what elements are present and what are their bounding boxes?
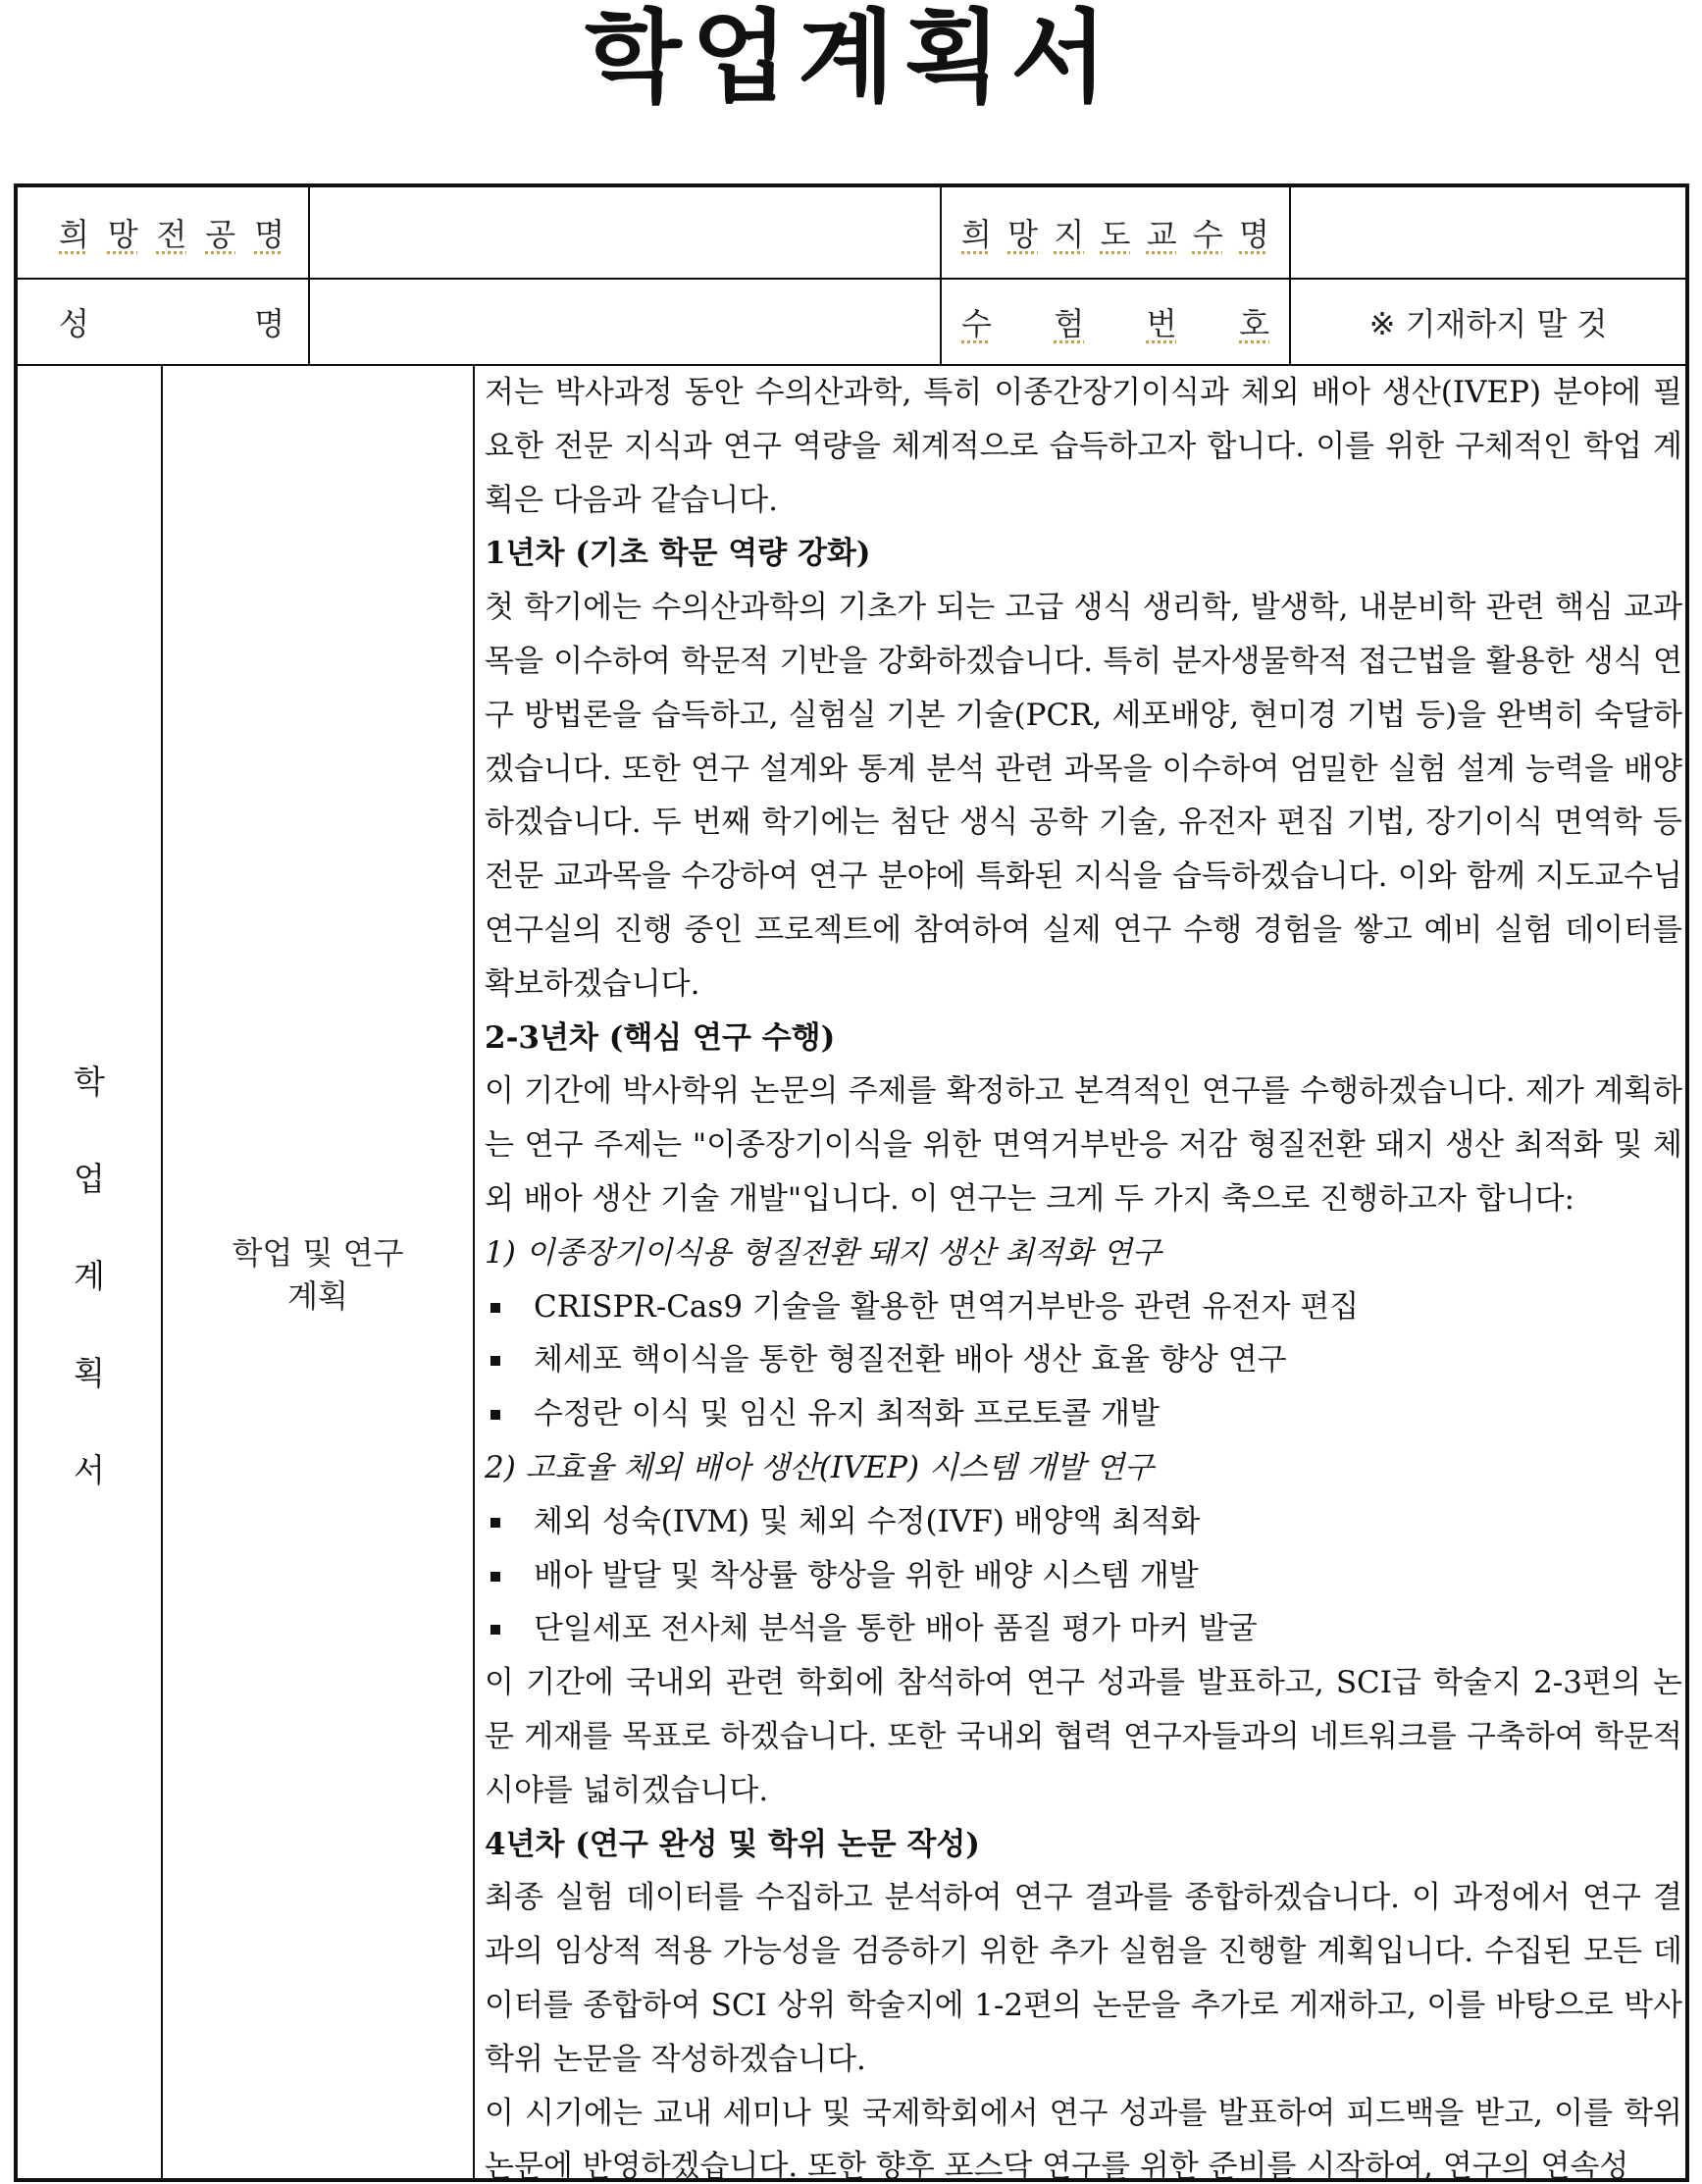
year4-paragraph-2: 이 시기에는 교내 세미나 및 국제학회에서 연구 성과를 발표하여 피드백을 받고, 이를 학위 논문에 반영하겠습니다. 또한 향후 포스닥 연구를 위한 준비를 시작하여, 연구의 연속성 [485,2095,1682,2182]
year4-paragraph: 최종 실험 데이터를 수집하고 분석하여 연구 결과를 종합하겠습니다. 이 과정에서 연구 결과의 임상적 적용 가능성을 검증하기 위한 추가 실험을 진행할 계획입니다. 수집된 모든 데이터를 종합하여 SCI 상위 학술지에 1-2편의 논문을 추가로 게재하고, 이를 바탕으로 박사학위 논문을 작성하겠습니다. [485,1880,1682,2077]
name-label: 성 명 [59,305,284,342]
year23-paragraph: 이 기간에 박사학위 논문의 주제를 확정하고 본격적인 연구를 수행하겠습니다. 제가 계획하는 연구 주제는 "이종장기이식을 위한 면역거부반응 저감 형질전환 돼지 생산 최적화 및 체외 배아 생산 기술 개발"입니다. 이 연구는 크게 두 가지 축으로 진행하고자 합니다: [485,1073,1682,1217]
list-item: 체세포 핵이식을 통한 형질전환 배아 생산 효율 향상 연구 [485,1333,1682,1387]
desired-major-field[interactable] [312,189,936,276]
desired-advisor-field[interactable] [1293,189,1683,276]
col-divider-middle [940,187,942,364]
year4-heading: 4년차 (연구 완성 및 학위 논문 작성) [485,1826,980,1862]
year1-heading: 1년차 (기초 학문 역량 강화) [485,536,871,572]
list-item: 체외 성숙(IVM) 및 체외 수정(IVF) 배양액 최적화 [485,1495,1682,1549]
year1-paragraph: 첫 학기에는 수의산과학의 기초가 되는 고급 생식 생리학, 발생학, 내분비학 관련 핵심 교과목을 이수하여 학문적 기반을 강화하겠습니다. 특히 분자생물학적 접근법을 활용한 생식 연구 방법론을 습득하고, 실험실 기본 기술(PCR, 세포배양, 현미경 기법 등)을 완벽히 숙달하겠습니다. 또한 연구 설계와 통계 분석 관련 과목을 이수하여 엄밀한 실험 설계 능력을 배양하겠습니다. 두 번째 학기에는 첨단 생식 공학 기술, 유전자 편집 기법, 장기이식 면역학 등 전문 교과목을 수강하여 연구 분야에 특화된 지식을 습득하겠습니다. 이와 함께 지도교수님 연구실의 진행 중인 프로젝트에 참여하여 실제 연구 수행 경험을 쌓고 예비 실험 데이터를 확보하겠습니다. [485,590,1682,1002]
year23-closing-paragraph: 이 기간에 국내외 관련 학회에 참석하여 연구 성과를 발표하고, SCI급 학술지 2-3편의 논문 게재를 목표로 하겠습니다. 또한 국내외 협력 연구자들과의 네트워크를 구축하여 학문적 시야를 넓히겠습니다. [485,1665,1682,1808]
page-title: 학업계획서 [585,0,1117,117]
list-item: CRISPR-Cas9 기술을 활용한 면역거부반응 관련 유전자 편집 [485,1280,1682,1334]
application-form [14,183,1689,2182]
col-divider-right [1289,187,1291,364]
list-item: 단일세포 전사체 분석을 통한 배아 품질 평가 마커 발굴 [485,1602,1682,1656]
study-plan-content [475,366,1688,2182]
exam-number-label: 수 험 번 호 [961,305,1269,342]
year23-heading: 2-3년차 (핵심 연구 수행) [485,1019,836,1056]
col-divider-label [308,187,310,364]
subtopic-1-title: 1) 이종장기이식용 형질전환 돼지 생산 최적화 연구 [485,1234,1161,1271]
subtopic-2-list [485,1495,1682,1656]
list-item: 배아 발달 및 착상률 향상을 위한 배양 시스템 개발 [485,1549,1682,1603]
list-item: 수정란 이식 및 임신 유지 최적화 프로토콜 개발 [485,1387,1682,1441]
section-vertical-label: 학 업 계 획 서 [74,1063,105,1489]
subtopic-1-list [485,1280,1682,1441]
desired-advisor-label: 희 망 지 도 교 수 명 [961,216,1269,253]
exam-number-note: ※ 기재하지 말 것 [1368,305,1608,342]
subtopic-2-title: 2) 고효율 체외 배아 생산(IVEP) 시스템 개발 연구 [485,1449,1155,1485]
name-field[interactable] [312,282,936,362]
section-sub-label: 학업 및 연구 계획 [232,1233,404,1315]
intro-paragraph: 저는 박사과정 동안 수의산과학, 특히 이종간장기이식과 체외 배아 생산(IVEP) 분야에 필요한 전문 지식과 연구 역량을 체계적으로 습득하고자 합니다. 이를 위한 구체적인 학업 계획은 다음과 같습니다. [485,375,1682,518]
desired-major-label: 희 망 전 공 명 [59,216,284,253]
